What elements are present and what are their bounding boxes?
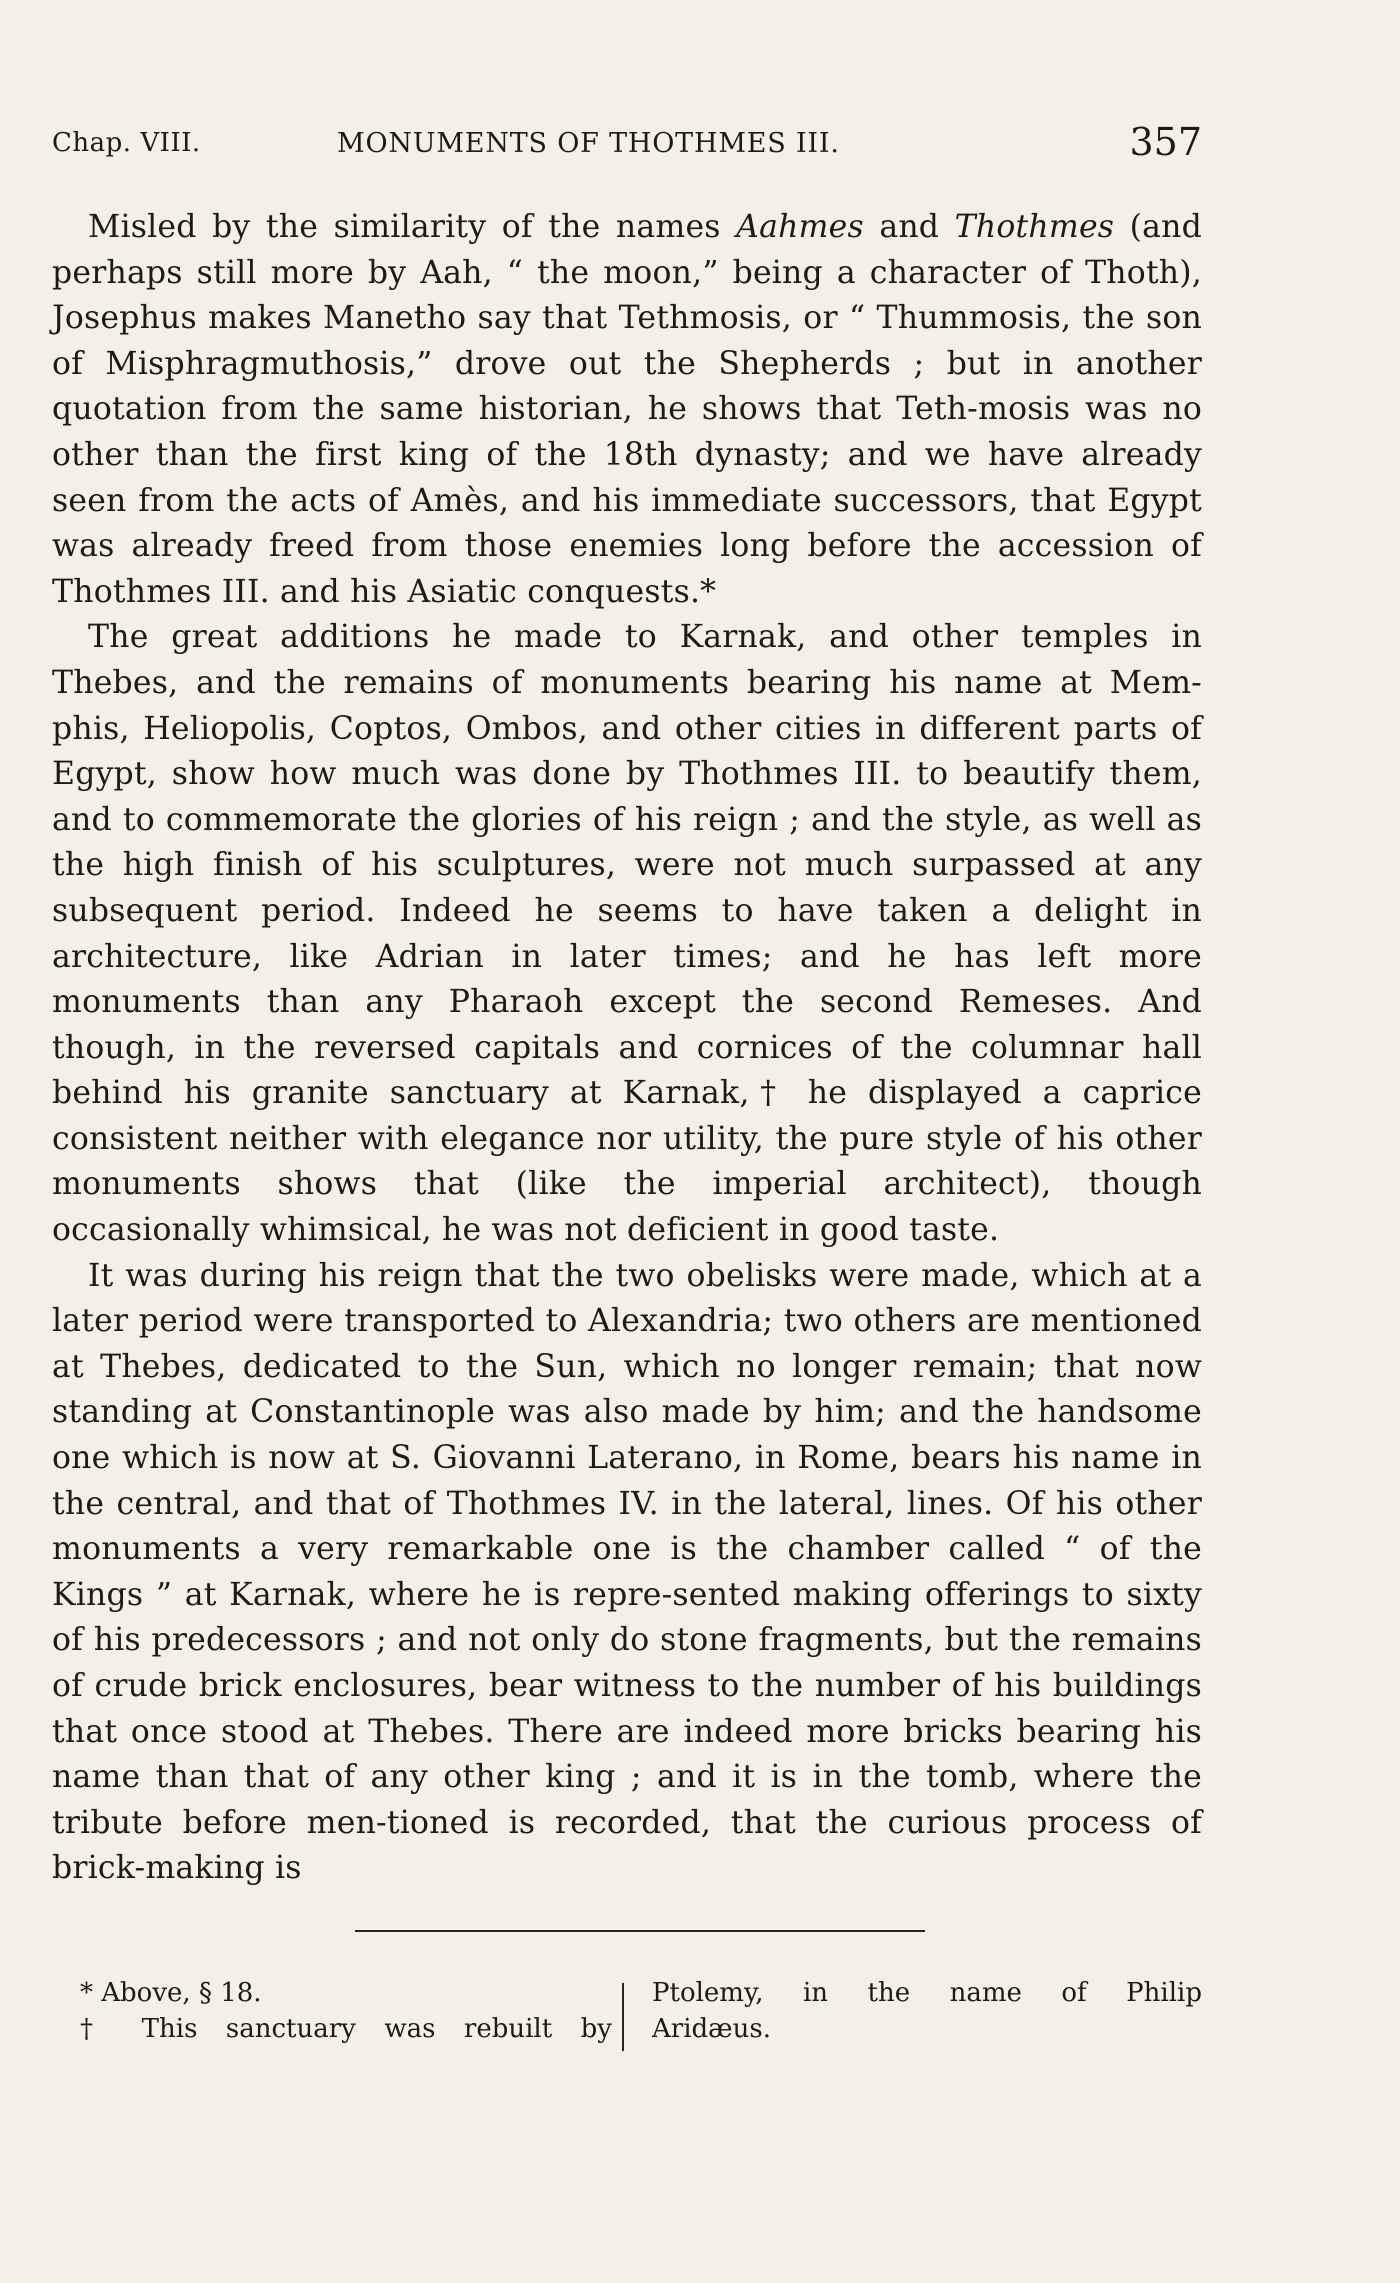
footnote-column-divider — [622, 1983, 624, 2051]
running-head — [52, 118, 1202, 168]
paragraph-1-text-b: and — [863, 209, 955, 245]
page-number: 357 — [1129, 120, 1202, 164]
paragraph-1 — [52, 205, 1202, 615]
footnote-column-left — [52, 1975, 612, 2047]
paragraph-3: It was during his reign that the two obelisks were made, which at a later period were transported to Alexandria; two others are mentioned at Thebes, dedicated to the Sun, which no longer remain; that now standing at Constantinople was also made by him; and the handsome one which is now at S. Giovanni Laterano, in Rome, bears his name in the central, and that of Thothmes IV. in the lateral, lines. Of his other monuments a very remarkable one is the chamber called “ of the Kings ” at Karnak, where he is repre-sented making offerings to sixty of his predecessors ; and not only do stone fragments, but the remains of crude brick enclosures, bear witness to the number of his buildings that once stood at Thebes. There are indeed more bricks bearing his name than that of any other king ; and it is in the tomb, where the tribute before men-tioned is recorded, that the curious process of brick-making is — [52, 1257, 1202, 1887]
paragraph-1-text-a: Misled by the similarity of the names — [88, 209, 737, 245]
footnotes — [52, 1975, 1202, 2065]
footnote-2: † This sanctuary was rebuilt by — [80, 2014, 612, 2044]
body-text — [52, 205, 1202, 1892]
chapter-label: Chap. VIII. — [52, 128, 201, 158]
footnote-1: * Above, § 18. — [80, 1978, 262, 2008]
paragraph-1-text-c: (and perhaps still more by Aah, “ the moon,” being a character of Thoth), Josephus makes Manetho say that Tethmosis, or “ Thummosis, the son of Misphragmuthosis,” drove out the Shepherds ; but in another quotation from the same historian, he shows that Teth-mosis was no other than the first king of the 18th dynasty; and we have already seen from the acts of Amès, and his immediate successors, that Egypt was already freed from those enemies long before the accession of Thothmes III. and his Asiatic conquests.* — [52, 209, 1202, 610]
footnote-column-right — [652, 1975, 1202, 2047]
paragraph-2: The great additions he made to Karnak, and other temples in Thebes, and the remains of monuments bearing his name at Mem-phis, Heliopolis, Coptos, Ombos, and other cities in different parts of Egypt, show how much was done by Thothmes III. to beautify them, and to commemorate the glories of his reign ; and the style, as well as the high finish of his sculptures, were not much surpassed at any subsequent period. Indeed he seems to have taken a delight in architecture, like Adrian in later times; and he has left more monuments than any Pharaoh except the second Remeses. And though, in the reversed capitals and cornices of the columnar hall behind his granite sanctuary at Karnak,† he displayed a caprice consistent neither with elegance nor utility, the pure style of his other monuments shows that (like the imperial architect), though occasionally whimsical, he was not deficient in good taste. — [52, 619, 1202, 1249]
footnote-2-continued-line-1: Ptolemy, in the name of Philip — [652, 1978, 1202, 2008]
footnote-2-continued-line-2: Aridæus. — [652, 2014, 771, 2044]
name-aahmes: Aahmes — [736, 209, 864, 245]
footnote-rule — [355, 1930, 925, 1932]
name-thothmes: Thothmes — [954, 209, 1115, 245]
running-title: MONUMENTS OF THOTHMES III. — [337, 128, 840, 159]
